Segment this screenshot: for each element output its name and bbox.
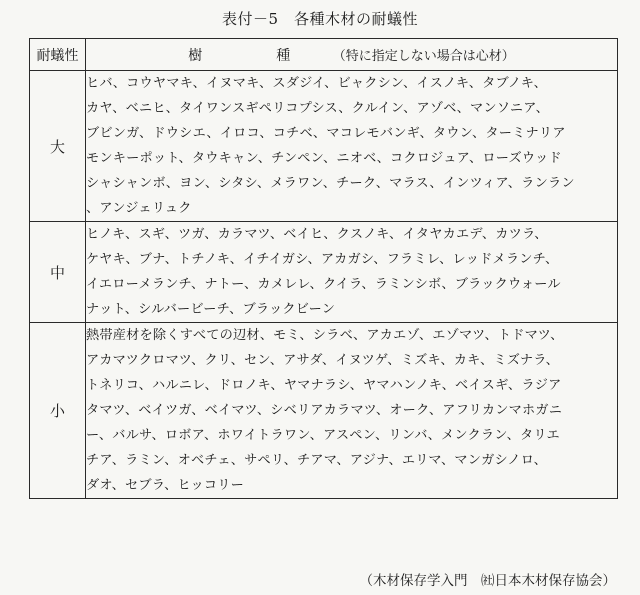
species-line: ヒノキ、スギ、ツガ、カラマツ、ベイヒ、クスノキ、イタヤカエデ、カツラ、 <box>86 227 548 242</box>
species-line: アカマツクロマツ、クリ、セン、アサダ、イヌツゲ、ミズキ、カキ、ミズナラ、 <box>86 353 559 368</box>
species-line: ダオ、セブラ、ヒッコリー <box>86 478 245 493</box>
table-row-low <box>30 323 618 499</box>
header-grade: 耐蟻性 <box>30 39 86 71</box>
species-line: ナット、シルバービーチ、ブラックビーン <box>86 302 336 317</box>
species-line: チア、ラミン、オベチェ、サペリ、チアマ、アジナ、エリマ、マンガシノロ、 <box>86 453 548 468</box>
species-line: ケヤキ、ブナ、トチノキ、イチイガシ、アカガシ、フラミレ、レッドメランチ、 <box>86 252 559 267</box>
header-species-note: （特に指定しない場合は心材） <box>332 48 515 64</box>
termite-resistance-table <box>29 38 618 499</box>
table-caption: 表付－5 各種木材の耐蟻性 <box>221 10 419 28</box>
species-line: ブビンガ、ドウシエ、イロコ、コチベ、マコレモバンギ、タウン、ターミナリア <box>86 126 566 141</box>
species-line: 、アンジェリュク <box>86 201 192 216</box>
table-row-medium <box>30 222 618 323</box>
species-cell-low <box>86 323 618 499</box>
table-header-row <box>30 39 618 71</box>
header-species <box>86 39 618 71</box>
species-line: 熱帯産材を除くすべての辺材、モミ、シラベ、アカエゾ、エゾマツ、トドマツ、 <box>86 328 564 343</box>
header-species-main: 樹 種 <box>188 47 321 64</box>
table-row-high <box>30 71 618 222</box>
source-citation: （木材保存学入門 ㈳日本木材保存協会） <box>359 573 616 589</box>
species-cell-high <box>86 71 618 222</box>
species-line: ー、バルサ、ロボア、ホワイトラワン、アスペン、リンバ、メンクラン、タリエ <box>86 428 560 443</box>
grade-cell-low: 小 <box>30 323 86 499</box>
species-line: トネリコ、ハルニレ、ドロノキ、ヤマナラシ、ヤマハンノキ、ベイスギ、ラジア <box>86 378 562 393</box>
species-line: イエローメランチ、ナトー、カメレレ、クイラ、ラミンシボ、ブラックウォール <box>86 277 561 292</box>
species-line: シャシャンボ、ヨン、シタシ、メラワン、チーク、マラス、インツィア、ランラン <box>86 176 575 191</box>
grade-cell-high: 大 <box>30 71 86 222</box>
species-line: モンキーポット、タウキャン、チンペン、ニオベ、コクロジュア、ローズウッド <box>86 151 562 166</box>
grade-cell-medium: 中 <box>30 222 86 323</box>
species-line: タマツ、ベイツガ、ベイマツ、シベリアカラマツ、オーク、アフリカンマホガニ <box>86 403 563 418</box>
species-cell-medium <box>86 222 618 323</box>
species-line: ヒバ、コウヤマキ、イヌマキ、スダジイ、ビャクシン、イスノキ、タブノキ、 <box>86 76 547 91</box>
species-line: カヤ、ベニヒ、タイワンスギペリコプシス、クルイン、アゾベ、マンソニア、 <box>86 101 550 116</box>
